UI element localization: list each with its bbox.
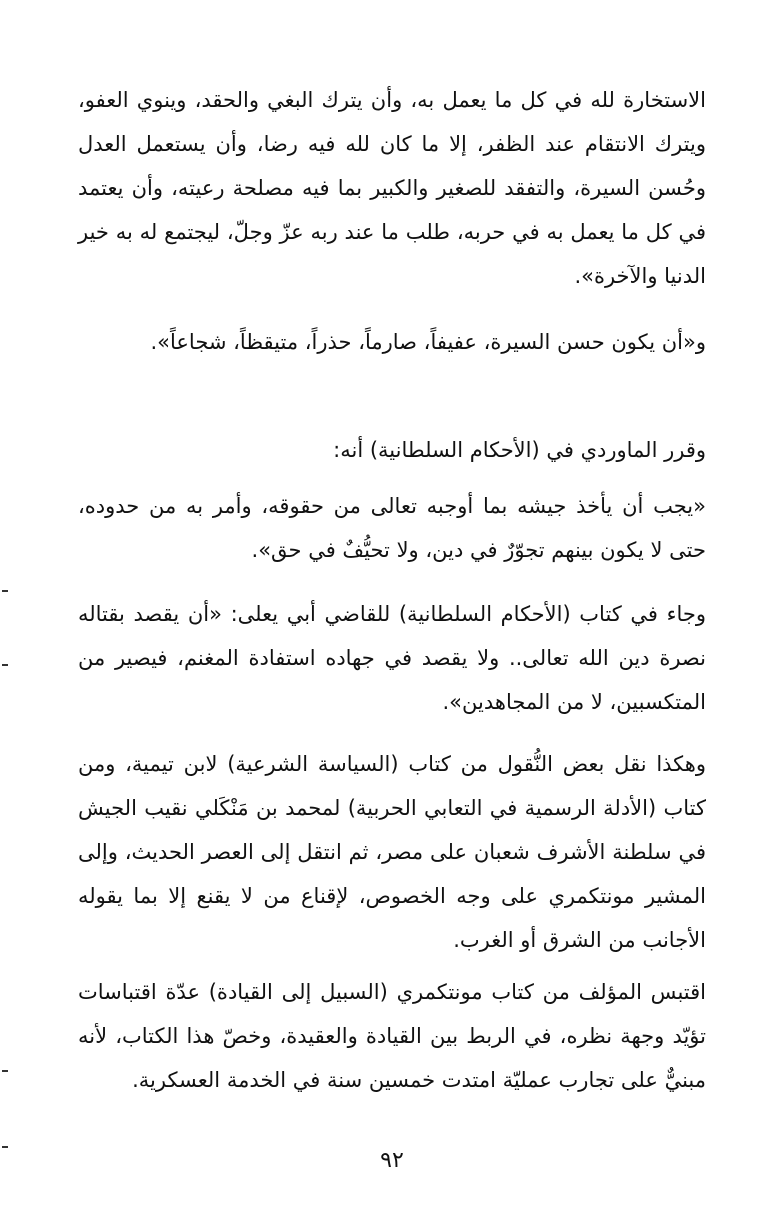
paragraph-6: وهكذا نقل بعض النُّقول من كتاب (السياسة الشرعية) لابن تيمية، ومن كتاب (الأدلة الرسمية في التعابي الحربية) لمحمد بن مَنْكَلي نقيب الجيش في سلطنة الأشرف شعبان على مصر، ثم انتقل إلى العصر الحديث، وإلى المشير مونتكمري على وجه الخصوص، لإقناع من لا يقنع إلا بما يقوله الأجانب من الشرق أو الغرب. xyxy=(78,752,706,952)
paragraph-3: وقرر الماوردي في (الأحكام السلطانية) أنه: xyxy=(333,438,706,462)
page-number: ٩٢ xyxy=(380,1148,404,1173)
paragraph-7: اقتبس المؤلف من كتاب مونتكمري (السبيل إلى القيادة) عدّة اقتباسات تؤيّد وجهة نظره، في الربط بين القيادة والعقيدة، وخصّ هذا الكتاب، لأنه مبنيٌّ على تجارب عمليّة امتدت خمسين سنة في الخدمة العسكرية. xyxy=(78,980,706,1092)
edge-mark xyxy=(2,664,8,666)
edge-mark xyxy=(2,1146,8,1148)
edge-mark xyxy=(2,1070,8,1072)
paragraph-4: «يجب أن يأخذ جيشه بما أوجبه تعالى من حقوقه، وأمر به من حدوده، حتى لا يكون بينهم تجوّرٌ في دين، ولا تحيُّفٌ في حق». xyxy=(78,494,706,562)
edge-mark xyxy=(2,590,8,592)
paragraph-5: وجاء في كتاب (الأحكام السلطانية) للقاضي أبي يعلى: «أن يقصد بقتاله نصرة دين الله تعالى.. ولا يقصد في جهاده استفادة المغنم، فيصير من المتكسبين، لا من المجاهدين». xyxy=(78,602,706,714)
paragraph-1: الاستخارة لله في كل ما يعمل به، وأن يترك البغي والحقد، وينوي العفو، ويترك الانتقام عند الظفر، إلا ما كان لله فيه رضا، وأن يستعمل العدل وحُسن السيرة، والتفقد للصغير والكبير بما فيه مصلحة رعيته، وأن يعتمد في كل ما يعمل به في حربه، طلب ما عند ربه عزّ وجلّ، ليجتمع له به خير الدنيا والآخرة». xyxy=(78,88,706,288)
paragraph-2: و«أن يكون حسن السيرة، عفيفاً، صارماً، حذراً، متيقظاً، شجاعاً». xyxy=(150,330,706,354)
